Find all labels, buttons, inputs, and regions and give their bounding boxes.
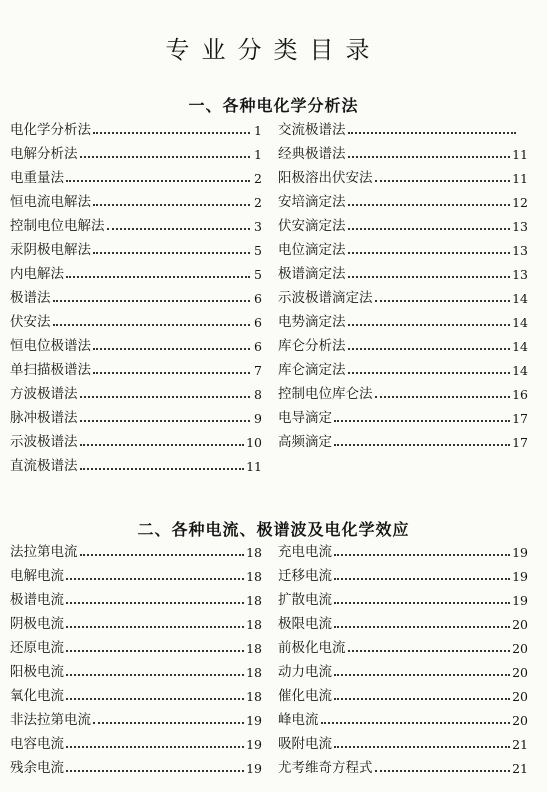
dot-leader [53, 299, 251, 302]
toc-entry-page-number: 17 [512, 435, 528, 450]
toc-entry [10, 704, 262, 728]
toc-entry-page-number: 21 [512, 737, 528, 752]
toc-entry-title: 法拉第电流 [10, 544, 78, 560]
dot-leader [53, 323, 251, 326]
toc-entry [10, 210, 262, 234]
toc-entry-page-number: 1 [254, 147, 262, 162]
dot-leader [334, 601, 510, 604]
dot-leader [334, 625, 510, 628]
toc-entry [10, 426, 262, 450]
toc-entry-page-number: 18 [246, 665, 262, 680]
toc-entry-page-number: 11 [512, 171, 528, 186]
toc-entry-title: 库仑滴定法 [278, 362, 346, 378]
toc-entry [10, 632, 262, 656]
dot-leader [334, 577, 510, 580]
toc-entry-title: 残余电流 [10, 760, 64, 776]
toc-entry [278, 354, 528, 378]
toc-entry-page-number: 18 [246, 641, 262, 656]
toc-entry-title: 电化学分析法 [10, 122, 91, 138]
dot-leader [66, 275, 250, 278]
toc-entry-title: 充电电流 [278, 544, 332, 560]
toc-entry [10, 536, 262, 560]
toc-entry [10, 330, 262, 354]
toc-entry-page-number: 20 [512, 665, 528, 680]
toc-entry-page-number: 5 [254, 267, 262, 282]
toc-entry-page-number: 20 [512, 617, 528, 632]
toc-entry [278, 258, 528, 282]
toc-entry-page-number: 19 [512, 545, 528, 560]
toc-entry [10, 138, 262, 162]
toc-entry [10, 656, 262, 680]
dot-leader [66, 625, 244, 628]
toc-entry-page-number: 14 [512, 315, 528, 330]
toc-entry-title: 示波极谱法 [10, 434, 78, 450]
dot-leader [66, 179, 250, 182]
toc-entry [10, 450, 262, 474]
toc-column-s1-right [278, 114, 528, 450]
toc-entry [10, 258, 262, 282]
toc-entry-page-number: 21 [512, 761, 528, 776]
toc-entry-page-number: 18 [246, 569, 262, 584]
dot-leader [334, 745, 510, 748]
toc-entry [10, 162, 262, 186]
toc-entry-page-number: 2 [254, 195, 262, 210]
toc-entry-page-number: 14 [512, 339, 528, 354]
toc-entry-title: 恒电流电解法 [10, 194, 91, 210]
toc-entry [10, 354, 262, 378]
toc-entry-title: 还原电流 [10, 640, 64, 656]
toc-entry [278, 330, 528, 354]
toc-entry-page-number: 17 [512, 411, 528, 426]
toc-entry [278, 114, 528, 138]
toc-entry [278, 234, 528, 258]
toc-entry-page-number: 8 [254, 387, 262, 402]
toc-entry-title: 极限电流 [278, 616, 332, 632]
toc-entry-title: 内电解法 [10, 266, 64, 282]
toc-entry-page-number: 1 [254, 123, 262, 138]
toc-entry-page-number: 6 [254, 291, 262, 306]
dot-leader [375, 769, 511, 772]
toc-entry-title: 高频滴定 [278, 434, 332, 450]
toc-entry [278, 560, 528, 584]
dot-leader [348, 275, 511, 278]
toc-entry [278, 306, 528, 330]
dot-leader [80, 395, 251, 398]
toc-entry [278, 162, 528, 186]
toc-entry-title: 催化电流 [278, 688, 332, 704]
dot-leader [80, 467, 245, 470]
toc-entry [10, 728, 262, 752]
dot-leader [334, 443, 510, 446]
toc-entry-title: 直流极谱法 [10, 458, 78, 474]
toc-entry-title: 氧化电流 [10, 688, 64, 704]
dot-leader [348, 203, 511, 206]
toc-entry-title: 电重量法 [10, 170, 64, 186]
toc-entry-title: 吸附电流 [278, 736, 332, 752]
dot-leader [66, 649, 244, 652]
dot-leader [375, 299, 511, 302]
toc-entry [278, 704, 528, 728]
toc-entry-title: 单扫描极谱法 [10, 362, 91, 378]
dot-leader [66, 697, 244, 700]
dot-leader [66, 769, 244, 772]
toc-entry-page-number: 9 [254, 411, 262, 426]
toc-entry-title: 极谱滴定法 [278, 266, 346, 282]
dot-leader [93, 251, 250, 254]
dot-leader [375, 395, 511, 398]
toc-entry-title: 交流极谱法 [278, 122, 346, 138]
toc-entry-title: 控制电位库仑法 [278, 386, 373, 402]
toc-entry-title: 峰电流 [278, 712, 319, 728]
toc-entry-page-number: 12 [512, 195, 528, 210]
dot-leader [80, 443, 245, 446]
toc-entry-page-number: 5 [254, 243, 262, 258]
toc-entry-page-number: 10 [246, 435, 262, 450]
toc-entry-title: 方波极谱法 [10, 386, 78, 402]
toc-entry-page-number: 6 [254, 339, 262, 354]
toc-entry [10, 114, 262, 138]
dot-leader [80, 553, 245, 556]
toc-entry [278, 426, 528, 450]
toc-entry-page-number: 13 [512, 219, 528, 234]
dot-leader [66, 577, 244, 580]
toc-entry [278, 656, 528, 680]
dot-leader [93, 131, 250, 134]
toc-entry-title: 尤考维奇方程式 [278, 760, 373, 776]
dot-leader [321, 721, 511, 724]
toc-entry-page-number: 20 [512, 713, 528, 728]
toc-entry-page-number: 14 [512, 363, 528, 378]
toc-entry-page-number: 19 [246, 737, 262, 752]
toc-entry-title: 伏安法 [10, 314, 51, 330]
toc-entry [10, 402, 262, 426]
toc-entry [278, 210, 528, 234]
toc-entry-title: 恒电位极谱法 [10, 338, 91, 354]
toc-entry-page-number: 13 [512, 267, 528, 282]
dot-leader [80, 155, 251, 158]
toc-entry-title: 电解分析法 [10, 146, 78, 162]
dot-leader [66, 673, 244, 676]
toc-entry [10, 680, 262, 704]
section-heading-1: 一、各种电化学分析法 [188, 96, 359, 116]
toc-entry-title: 阳极溶出伏安法 [278, 170, 373, 186]
dot-leader [93, 371, 250, 374]
toc-entry-title: 电位滴定法 [278, 242, 346, 258]
toc-entry-page-number: 18 [246, 545, 262, 560]
toc-entry-title: 阳极电流 [10, 664, 64, 680]
dot-leader [334, 673, 510, 676]
toc-entry-page-number: 19 [512, 569, 528, 584]
dot-leader [107, 227, 251, 230]
toc-entry [278, 138, 528, 162]
toc-entry-page-number: 2 [254, 171, 262, 186]
dot-leader [334, 553, 510, 556]
toc-entry [278, 632, 528, 656]
toc-entry-page-number: 18 [246, 593, 262, 608]
toc-entry-title: 控制电位电解法 [10, 218, 105, 234]
toc-entry [278, 728, 528, 752]
toc-entry [10, 234, 262, 258]
toc-entry-title: 库仑分析法 [278, 338, 346, 354]
dot-leader [348, 155, 511, 158]
toc-entry-title: 经典极谱法 [278, 146, 346, 162]
dot-leader [348, 371, 511, 374]
toc-entry [278, 282, 528, 306]
dot-leader [66, 745, 244, 748]
toc-entry-page-number: 16 [512, 387, 528, 402]
toc-entry-title: 电导滴定 [278, 410, 332, 426]
toc-entry [278, 584, 528, 608]
toc-entry-page-number: 19 [512, 593, 528, 608]
toc-entry [10, 752, 262, 776]
toc-entry [10, 186, 262, 210]
toc-entry [10, 306, 262, 330]
toc-entry [10, 560, 262, 584]
toc-entry-page-number: 11 [512, 147, 528, 162]
dot-leader [348, 649, 511, 652]
toc-entry-page-number: 14 [512, 291, 528, 306]
dot-leader [348, 227, 511, 230]
toc-column-s2-left [10, 536, 262, 776]
toc-entry-title: 电容电流 [10, 736, 64, 752]
toc-entry-page-number: 20 [512, 689, 528, 704]
toc-entry [10, 282, 262, 306]
toc-entry [10, 584, 262, 608]
toc-entry-title: 极谱电流 [10, 592, 64, 608]
dot-leader [80, 419, 251, 422]
toc-entry [278, 752, 528, 776]
dot-leader [334, 697, 510, 700]
toc-entry [278, 378, 528, 402]
toc-entry-title: 扩散电流 [278, 592, 332, 608]
toc-entry-title: 极谱法 [10, 290, 51, 306]
toc-column-s1-left [10, 114, 262, 474]
toc-entry-page-number: 3 [254, 219, 262, 234]
toc-entry-title: 非法拉第电流 [10, 712, 91, 728]
dot-leader [334, 419, 510, 422]
dot-leader [66, 601, 244, 604]
toc-entry [10, 608, 262, 632]
toc-entry-title: 伏安滴定法 [278, 218, 346, 234]
toc-entry [278, 186, 528, 210]
dot-leader [348, 323, 511, 326]
toc-entry-page-number: 6 [254, 315, 262, 330]
toc-entry-page-number: 13 [512, 243, 528, 258]
toc-entry-page-number: 19 [246, 761, 262, 776]
toc-entry-page-number: 20 [512, 641, 528, 656]
toc-entry [278, 402, 528, 426]
toc-entry-title: 安培滴定法 [278, 194, 346, 210]
toc-entry-page-number: 18 [246, 617, 262, 632]
toc-entry [278, 680, 528, 704]
dot-leader [348, 251, 511, 254]
toc-entry [10, 378, 262, 402]
toc-entry-title: 阴极电流 [10, 616, 64, 632]
dot-leader [93, 203, 250, 206]
toc-entry-page-number: 7 [254, 363, 262, 378]
toc-entry-title: 电势滴定法 [278, 314, 346, 330]
toc-entry-title: 示波极谱滴定法 [278, 290, 373, 306]
toc-entry-title: 汞阴极电解法 [10, 242, 91, 258]
toc-entry-title: 电解电流 [10, 568, 64, 584]
dot-leader [93, 721, 244, 724]
toc-entry-title: 迁移电流 [278, 568, 332, 584]
dot-leader [375, 179, 511, 182]
dot-leader [348, 347, 511, 350]
toc-column-s2-right [278, 536, 528, 776]
toc-entry [278, 608, 528, 632]
toc-entry [278, 536, 528, 560]
toc-entry-page-number: 19 [246, 713, 262, 728]
toc-entry-page-number: 18 [246, 689, 262, 704]
dot-leader [93, 347, 250, 350]
section-heading-2: 二、各种电流、极谱波及电化学效应 [137, 520, 410, 540]
toc-entry-page-number: 11 [246, 459, 262, 474]
page-title: 专业分类目录 [165, 36, 382, 65]
toc-entry-title: 脉冲极谱法 [10, 410, 78, 426]
toc-entry-title: 前极化电流 [278, 640, 346, 656]
toc-entry-title: 动力电流 [278, 664, 332, 680]
dot-leader [348, 131, 517, 134]
